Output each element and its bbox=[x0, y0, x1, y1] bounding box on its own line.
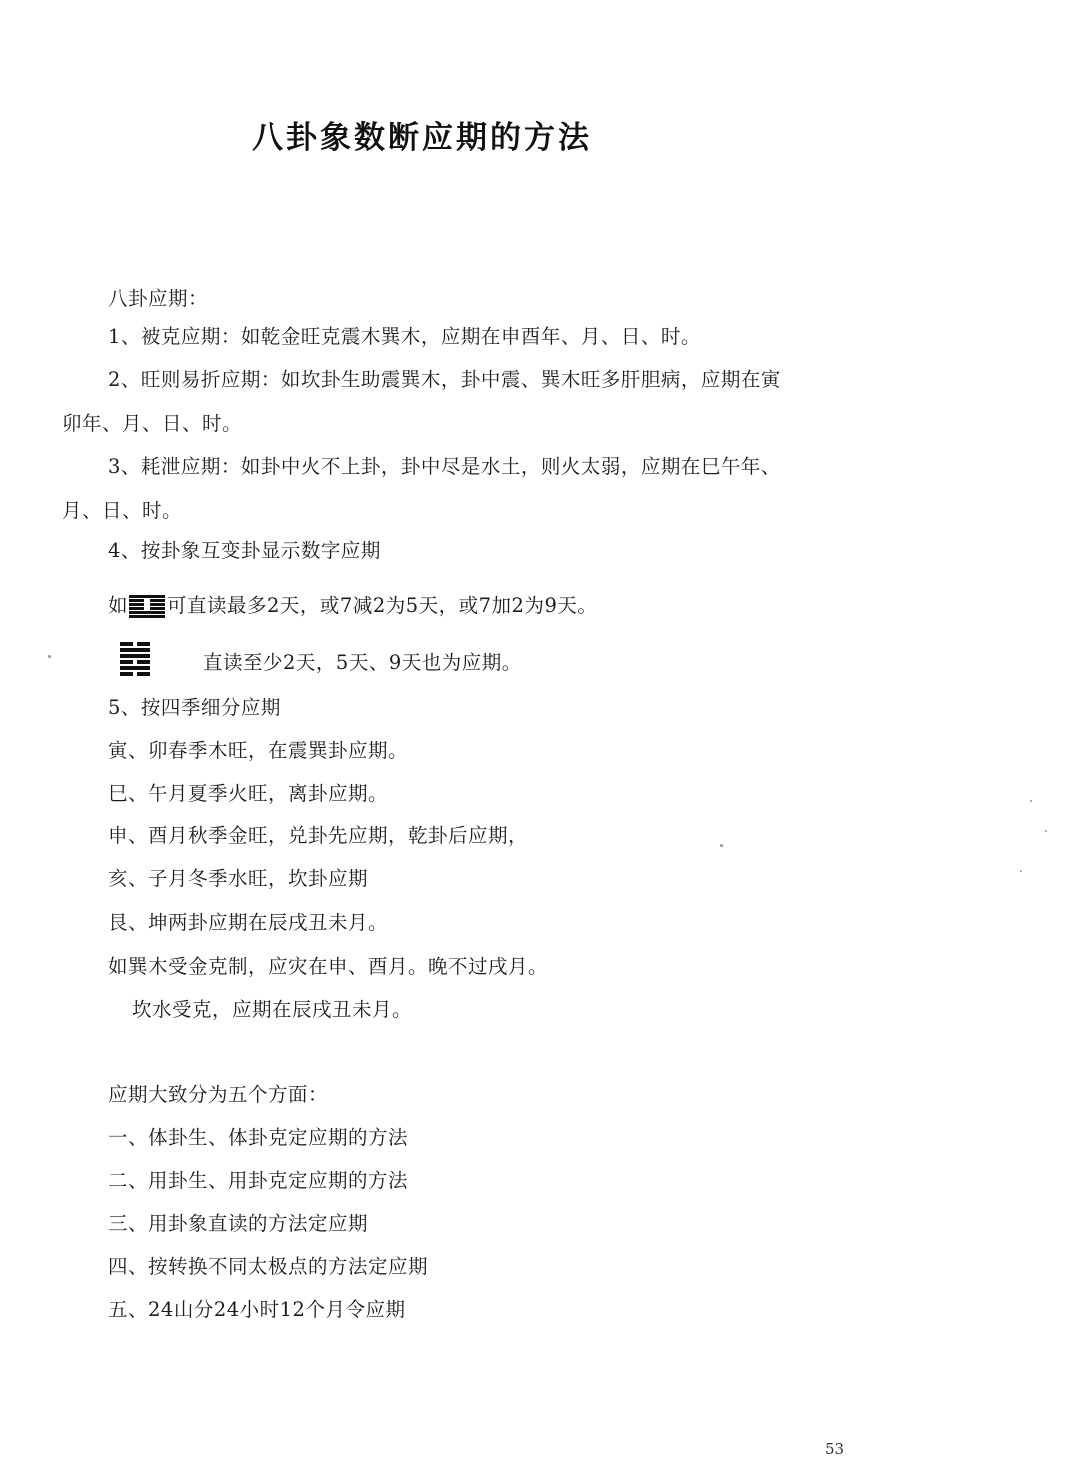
hexagram-line-solid bbox=[129, 615, 165, 618]
paragraph-item-3-line-1: 3、耗泄应期：如卦中火不上卦，卦中尽是水土，则火太弱，应期在巳午年、 bbox=[108, 455, 781, 478]
hexagram-line-solid bbox=[120, 648, 150, 652]
hexagram-icon-1 bbox=[129, 595, 165, 618]
season-summer: 巳、午月夏季火旺，离卦应期。 bbox=[108, 782, 389, 805]
paragraph-item-2-line-1: 2、旺则易折应期：如坎卦生助震巽木，卦中震、巽木旺多肝胆病，应期在寅 bbox=[108, 368, 781, 391]
hexagram-line-solid bbox=[120, 654, 150, 658]
aspect-item-4: 四、按转换不同太极点的方法定应期 bbox=[108, 1255, 429, 1278]
hexagram-line-solid bbox=[120, 666, 150, 670]
aspect-item-3: 三、用卦象直读的方法定应期 bbox=[108, 1212, 369, 1235]
page-title: 八卦象数断应期的方法 bbox=[252, 120, 592, 156]
example-1-prefix: 如 bbox=[108, 594, 129, 617]
season-autumn: 申、酉月秋季金旺，兑卦先应期，乾卦后应期， bbox=[108, 824, 529, 847]
scan-speck bbox=[1030, 800, 1032, 802]
scan-speck bbox=[1045, 830, 1047, 832]
scan-speck bbox=[720, 844, 723, 847]
kan-case-line: 坎水受克，应期在辰戌丑未月。 bbox=[132, 998, 413, 1021]
page-number: 53 bbox=[825, 1440, 845, 1458]
section-heading-five-aspects: 应期大致分为五个方面： bbox=[108, 1083, 329, 1106]
aspect-item-5: 五、24山分24小时12个月令应期 bbox=[108, 1298, 406, 1321]
hexagram-icon-2 bbox=[120, 642, 150, 676]
section-heading-bagua: 八卦应期： bbox=[108, 287, 209, 310]
hexagram-line-solid bbox=[129, 611, 165, 614]
paragraph-item-2-line-2: 卯年、月、日、时。 bbox=[62, 412, 243, 435]
scan-speck bbox=[1020, 870, 1022, 872]
scan-speck bbox=[48, 655, 51, 658]
aspect-item-1: 一、体卦生、体卦克定应期的方法 bbox=[108, 1126, 409, 1149]
paragraph-item-3-line-2: 月、日、时。 bbox=[62, 499, 183, 522]
season-spring: 寅、卯春季木旺，在震巽卦应期。 bbox=[108, 739, 409, 762]
example-2-text: 直读至少2天，5天、9天也为应期。 bbox=[203, 651, 522, 674]
paragraph-item-1: 1、被克应期：如乾金旺克震木巽木，应期在申酉年、月、日、时。 bbox=[108, 325, 701, 348]
gen-kun-line: 艮、坤两卦应期在辰戌丑未月。 bbox=[108, 911, 389, 934]
hexagram-line-broken bbox=[120, 660, 150, 664]
hexagram-line-broken bbox=[120, 642, 150, 646]
paragraph-item-4: 4、按卦象互变卦显示数字应期 bbox=[108, 539, 381, 562]
xun-case-line: 如巽木受金克制，应灾在申、酉月。晚不过戌月。 bbox=[108, 955, 549, 978]
example-1-text: 可直读最多2天，或7减2为5天，或7加2为9天。 bbox=[167, 594, 598, 617]
aspect-item-2: 二、用卦生、用卦克定应期的方法 bbox=[108, 1169, 409, 1192]
paragraph-item-5: 5、按四季细分应期 bbox=[108, 696, 281, 719]
hexagram-line-solid bbox=[129, 595, 165, 598]
hexagram-line-broken bbox=[120, 672, 150, 676]
hexagram-line-broken bbox=[129, 607, 165, 610]
hexagram-line-broken bbox=[129, 603, 165, 606]
example-1 bbox=[108, 594, 597, 618]
hexagram-line-broken bbox=[129, 599, 165, 602]
season-winter: 亥、子月冬季水旺，坎卦应期 bbox=[108, 867, 369, 890]
